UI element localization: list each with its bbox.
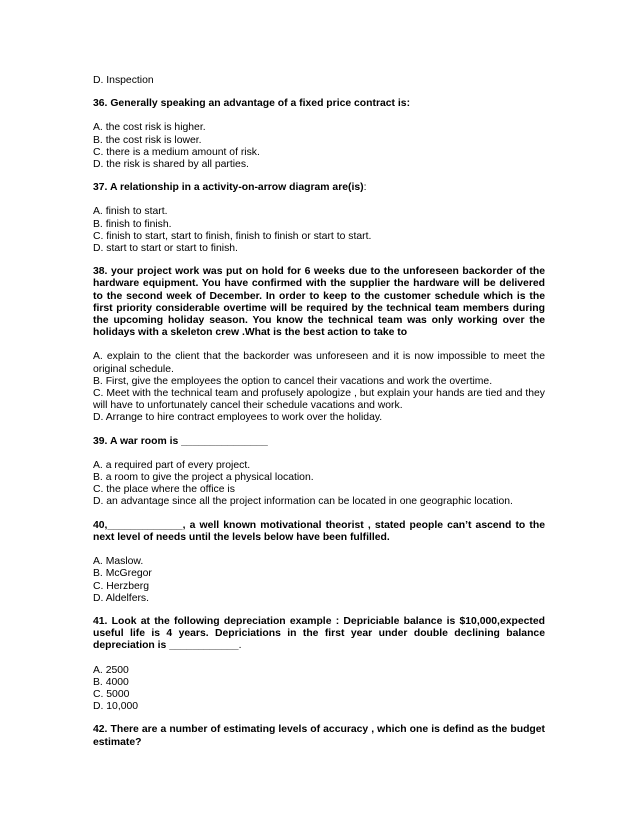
question-37-option-b: B. finish to finish. — [93, 218, 172, 230]
document-page — [93, 75, 545, 761]
question-42-text: 42. There are a number of estimating levels of accuracy , which one is defind as the budget estimate? — [93, 724, 545, 748]
question-38-option-c: C. Meet with the technical team and profusely apologize , but explain your hands are tied and they will have to unfortunately cancel their schedule vacations and work. — [93, 388, 545, 412]
question-41-suffix: . — [238, 640, 242, 652]
question-37 — [93, 182, 545, 194]
question-40-options — [93, 556, 545, 605]
question-40-text: 40,_____________, a well known motivational theorist , stated people can’t ascend to the next level of needs until the levels below have been fulfilled. — [93, 519, 545, 543]
question-37-suffix: : — [363, 182, 367, 194]
question-41-option-c: C. 5000 — [93, 688, 130, 700]
question-38 — [93, 266, 545, 339]
question-39-option-a: A. a required part of every project. — [93, 459, 251, 471]
question-36-text: 36. Generally speaking an advantage of a fixed price contract is: — [93, 98, 411, 110]
question-37-option-a: A. finish to start. — [93, 206, 168, 218]
question-39-option-b: B. a room to give the project a physical location. — [93, 472, 314, 484]
question-38-text: 38. your project work was put on hold for 6 weeks due to the unforeseen backorder of the hardware equipment. You have confirmed with the supplier the hardware will be delivered to the second week of December. In order to keep to the customer schedule which is the first priority considerable overtime will be required by the technical team members during the upcoming holiday season. You know the technical team was only working over the holidays with a skeleton crew .What is the best action to take to — [93, 266, 545, 339]
question-36-option-d: D. the risk is shared by all parties. — [93, 159, 249, 171]
question-41 — [93, 616, 545, 653]
question-41-option-d: D. 10,000 — [93, 701, 139, 713]
question-36-option-b: B. the cost risk is lower. — [93, 134, 202, 146]
question-41-option-a: A. 2500 — [93, 664, 129, 676]
question-39 — [93, 436, 545, 448]
question-39-option-c: C. the place where the office is — [93, 484, 235, 496]
question-36-options — [93, 122, 545, 171]
question-37-option-d: D. start to start or start to finish. — [93, 243, 238, 255]
question-40 — [93, 520, 545, 544]
question-38-options — [93, 351, 545, 424]
question-36-option-a: A. the cost risk is higher. — [93, 122, 206, 134]
question-38-option-a: A. explain to the client that the backorder was unforeseen and it is now impossible to meet the original schedule. — [93, 351, 545, 375]
question-40-option-b: B. McGregor — [93, 568, 152, 580]
question-41-text: 41. Look at the following depreciation example : Depriciable balance is $10,000,expected useful life is 4 years. Depriciations in the first year under double declining balance depreciation is ____________ — [93, 615, 545, 652]
question-38-option-d: D. Arrange to hire contract employees to work over the holiday. — [93, 412, 383, 424]
question-40-option-a: A. Maslow. — [93, 556, 144, 568]
question-36-option-c: C. there is a medium amount of risk. — [93, 146, 260, 158]
question-39-options — [93, 460, 545, 509]
question-38-option-b: B. First, give the employees the option to cancel their vacations and work the overtime. — [93, 375, 493, 387]
question-37-options — [93, 206, 545, 255]
question-40-option-c: C. Herzberg — [93, 580, 150, 592]
question-36 — [93, 98, 545, 110]
question-41-option-b: B. 4000 — [93, 676, 129, 688]
question-39-option-d: D. an advantage since all the project information can be located in one geographic location. — [93, 496, 513, 508]
question-42 — [93, 724, 545, 748]
preceding-option: D. Inspection — [93, 75, 154, 86]
question-40-option-d: D. Aldelfers. — [93, 592, 150, 604]
question-41-options — [93, 665, 545, 714]
question-37-text: 37. A relationship in a activity-on-arrow diagram are(is) — [93, 182, 364, 194]
question-39-text: 39. A war room is _______________ — [93, 435, 268, 447]
question-37-option-c: C. finish to start, start to finish, finish to finish or start to start. — [93, 230, 372, 242]
